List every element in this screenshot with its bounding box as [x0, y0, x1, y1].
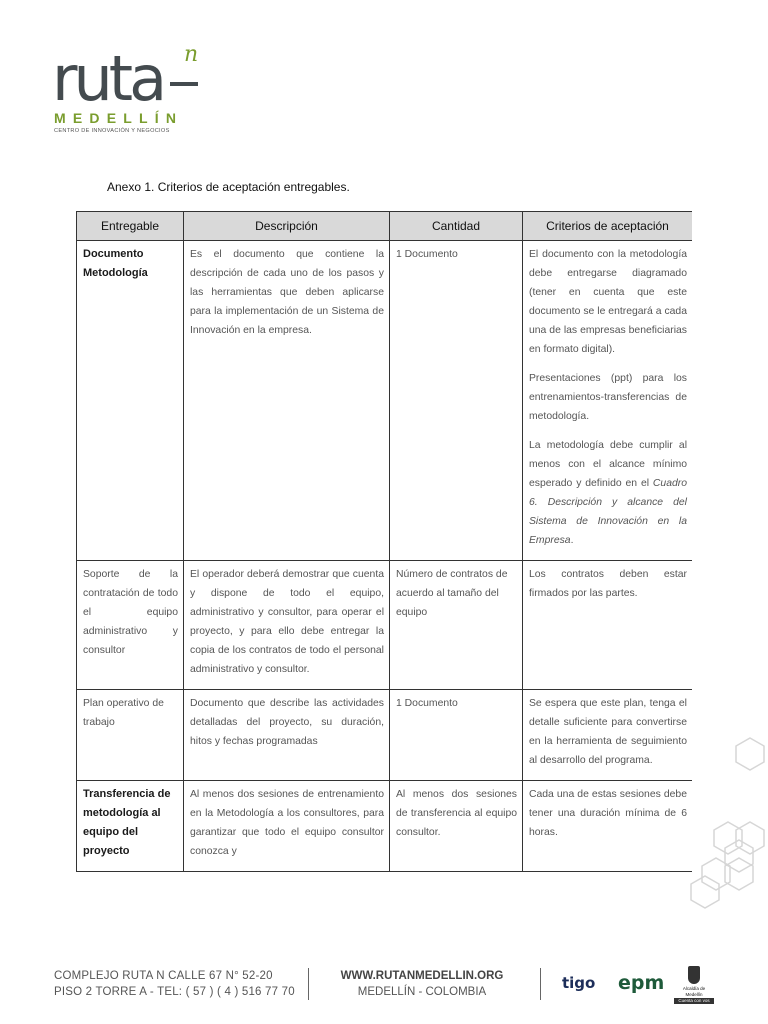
shield-icon — [688, 966, 700, 984]
alcaldia-slogan: Cuenta con vos — [674, 998, 714, 1004]
table-row — [77, 690, 693, 781]
header-descripcion: Descripción — [184, 212, 390, 241]
sponsor-logos — [562, 966, 722, 1004]
criterio-paragraph — [529, 436, 687, 550]
footer-web — [300, 968, 544, 1000]
alcaldia-logo — [674, 966, 714, 1004]
cell-criterios — [523, 781, 693, 872]
footer-divider — [540, 968, 541, 1000]
criterio-paragraph: Se espera que este plan, tenga el detalle suficiente para convertirse en la herramienta de seguimiento al desarrollo del programa. — [529, 698, 687, 766]
cell-entregable: Soporte de la contratación de todo el equipo administrativo y consultor — [77, 561, 184, 690]
epm-logo: epm — [618, 972, 665, 994]
cell-entregable: Transferencia de metodología al equipo del proyecto — [77, 781, 184, 872]
criterio-text: La metodología debe cumplir al menos con el alcance mínimo esperado y definido en el — [529, 440, 687, 489]
cell-descripcion: El operador deberá demostrar que cuenta y dispone de todo el equipo, administrativo y consultor, para operar el proyecto, y para ello debe entregar la copia de los contratos de todo el personal administrativo y consultor. — [184, 561, 390, 690]
criterio-end: . — [570, 535, 574, 546]
cell-criterios — [523, 561, 693, 690]
cell-descripcion: Es el documento que contiene la descripción de cada uno de los pasos y las herramientas que deben aplicarse para la implementación de un Sistema de Innovación en la empresa. — [184, 241, 390, 561]
page-footer — [0, 960, 768, 1010]
logo-tagline: CENTRO DE INNOVACIÓN Y NEGOCIOS — [54, 128, 170, 134]
footer-address-line2: PISO 2 TORRE A - TEL: ( 57 ) ( 4 ) 516 77 70 — [54, 986, 295, 998]
criterio-paragraph: Los contratos deben estar firmados por las partes. — [529, 569, 687, 599]
acceptance-table-wrapper — [76, 211, 692, 929]
cell-criterios — [523, 241, 693, 561]
criterio-citation: Cuadro 6. Descripción y alcance del Sistema de Innovación en la Empresa — [529, 478, 687, 546]
table-header-row — [77, 212, 693, 241]
header-cantidad: Cantidad — [390, 212, 523, 241]
cell-descripcion: Al menos dos sesiones de entrenamiento en la Metodología a los consultores, para garantizar que todo el equipo consultor conozca y — [184, 781, 390, 872]
cell-criterios — [523, 690, 693, 781]
header-criterios: Criterios de aceptación — [523, 212, 693, 241]
criterio-paragraph: El documento con la metodología debe entregarse diagramado (tener en cuenta que este documento se le entregará a cada una de las empresas beneficiarias en formato digital). — [529, 249, 687, 355]
footer-address — [54, 968, 295, 1000]
table-row — [77, 561, 693, 690]
footer-url-link[interactable]: WWW.RUTANMEDELLIN.ORG — [340, 970, 504, 982]
logo-city: MEDELLÍN — [54, 110, 184, 126]
logo-superscript: n — [184, 42, 199, 67]
cell-cantidad: 1 Documento — [390, 241, 523, 561]
criterio-paragraph: Cada una de estas sesiones debe tener una duración mínima de 6 horas. — [529, 789, 687, 838]
table-row — [77, 781, 693, 872]
logo-wordmark: ruta — [52, 42, 164, 115]
cell-entregable: Documento Metodología — [77, 241, 184, 561]
cell-cantidad: Al menos dos sesiones de transferencia al equipo consultor. — [390, 781, 523, 872]
cell-cantidad: 1 Documento — [390, 690, 523, 781]
criterio-paragraph: Presentaciones (ppt) para los entrenamientos-transferencias de metodología. — [529, 373, 687, 422]
annex-heading: Anexo 1. Criterios de aceptación entregables. — [107, 180, 350, 194]
ruta-n-logo — [52, 42, 212, 142]
cell-cantidad: Número de contratos de acuerdo al tamaño del equipo — [390, 561, 523, 690]
footer-city: MEDELLÍN - COLOMBIA — [357, 986, 487, 998]
logo-bar — [170, 82, 198, 86]
table-row — [77, 241, 693, 561]
hexagon-decoration-icon — [688, 730, 768, 950]
footer-address-line1: COMPLEJO RUTA N CALLE 67 N° 52-20 — [54, 970, 273, 982]
cell-descripcion: Documento que describe las actividades detalladas del proyecto, su duración, hitos y fechas programadas — [184, 690, 390, 781]
acceptance-criteria-table — [76, 211, 692, 872]
tigo-logo: tigo — [562, 974, 596, 992]
alcaldia-name: Alcaldía de Medellín — [682, 986, 706, 997]
header-entregable: Entregable — [77, 212, 184, 241]
cell-entregable: Plan operativo de trabajo — [77, 690, 184, 781]
